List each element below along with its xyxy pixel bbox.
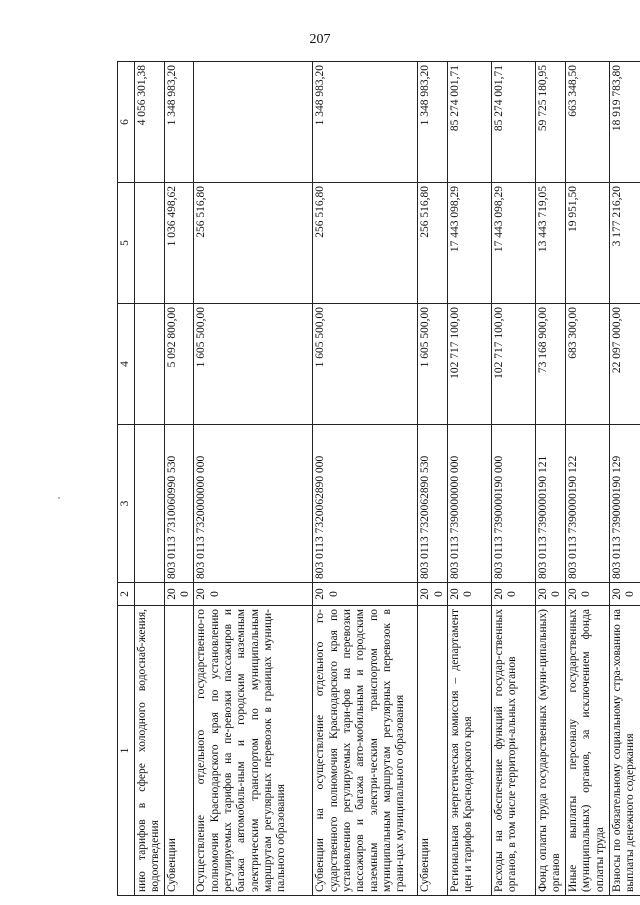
row-code-3: 803 0113 7310060990 530	[164, 425, 194, 583]
row-value-5: 256 516,80	[194, 183, 313, 304]
row-value-5: 13 443 719,05	[535, 183, 565, 304]
row-name: Региональная энергетическая комиссия – департамент цен и тарифов Краснодарского края	[447, 606, 491, 896]
row-name: нию тарифов в сфере холодного водоснаб-жения, водоотведения	[135, 606, 165, 896]
row-name: Иные выплаты персоналу государственных (муниципальных) органов, за исключением фонда оплаты труда	[565, 606, 609, 896]
row-value-4: 102 717 100,00	[491, 304, 535, 425]
row-name: Субвенции	[164, 606, 194, 896]
row-code-2: 200	[194, 583, 313, 606]
row-value-6: 4 056 301,38	[135, 62, 165, 183]
table-row	[565, 62, 609, 896]
row-code-2: 200	[313, 583, 418, 606]
row-value-6: 59 725 180,95	[535, 62, 565, 183]
row-value-6: 1 348 983,20	[418, 62, 448, 183]
row-code-2: 200	[535, 583, 565, 606]
row-code-2: 200	[447, 583, 491, 606]
row-value-6: 1 348 983,20	[313, 62, 418, 183]
row-value-6: 85 274 001,71	[447, 62, 491, 183]
row-value-6	[194, 62, 313, 183]
table-row	[164, 62, 194, 896]
table-row	[535, 62, 565, 896]
header-row	[118, 62, 135, 896]
row-value-4: 683 300,00	[565, 304, 609, 425]
row-value-5: 256 516,80	[418, 183, 448, 304]
row-name: Субвенции	[418, 606, 448, 896]
row-code-2: 200	[609, 583, 640, 606]
row-value-4: 1 605 500,00	[194, 304, 313, 425]
table-row	[491, 62, 535, 896]
row-code-2: 200	[418, 583, 448, 606]
row-value-6: 85 274 001,71	[491, 62, 535, 183]
header-cell: 3	[118, 425, 135, 583]
table-row	[447, 62, 491, 896]
row-value-6: 18 919 783,80	[609, 62, 640, 183]
row-code-3: 803 0113 7390000190 121	[535, 425, 565, 583]
page-number: 207	[309, 32, 331, 47]
row-code-2: 200	[164, 583, 194, 606]
row-code-3: 803 0113 7320062890 530	[418, 425, 448, 583]
row-value-4: 1 605 500,00	[418, 304, 448, 425]
table-row	[609, 62, 640, 896]
row-name: Расходы на обеспечение функций государ-ственных органов, в том числе территори-альных органов	[491, 606, 535, 896]
header-cell: 2	[118, 583, 135, 606]
row-code-3: 803 0113 7320000000 000	[194, 425, 313, 583]
row-code-3: 803 0113 7390000190 122	[565, 425, 609, 583]
row-code-3: 803 0113 7390000190 129	[609, 425, 640, 583]
header-cell: 4	[118, 304, 135, 425]
row-value-4: 102 717 100,00	[447, 304, 491, 425]
row-code-3: 803 0113 7390000190 000	[491, 425, 535, 583]
header-cell: 6	[118, 62, 135, 183]
row-value-5: 17 443 098,29	[447, 183, 491, 304]
row-name: Осуществление отдельного государственно-го полномочия Краснодарского края по установлению регулируемых тарифов на пе-ревозки пассажиров и багажа автомобиль-ным и городским наземным электрическим транспортом по муниципальным маршрутам регулярных перевозок в границах муници-пального образования	[194, 606, 313, 896]
row-code-3	[135, 425, 165, 583]
header-cell: 1	[118, 606, 135, 896]
row-value-6: 663 348,50	[565, 62, 609, 183]
row-value-4: 1 605 500,00	[313, 304, 418, 425]
table-row	[418, 62, 448, 896]
table-row	[194, 62, 313, 896]
row-code-2	[135, 583, 165, 606]
row-name: Фонд оплаты труда государственных (муни-ципальных) органов	[535, 606, 565, 896]
row-value-5: 256 516,80	[313, 183, 418, 304]
row-value-6: 1 348 983,20	[164, 62, 194, 183]
table-row	[135, 62, 165, 896]
row-code-2: 200	[491, 583, 535, 606]
row-value-4: 22 097 000,00	[609, 304, 640, 425]
row-value-5: 17 443 098,29	[491, 183, 535, 304]
row-code-3: 803 0113 7320062890 000	[313, 425, 418, 583]
row-value-5: 1 036 498,62	[164, 183, 194, 304]
row-name: Взносы по обязательному социальному стра-хованию на выплаты денежного содержания	[609, 606, 640, 896]
row-value-5: 3 177 216,20	[609, 183, 640, 304]
row-code-2: 200	[565, 583, 609, 606]
row-code-3: 803 0113 7390000000 000	[447, 425, 491, 583]
row-value-5	[135, 183, 165, 304]
table-row	[313, 62, 418, 896]
row-value-4: 73 168 900,00	[535, 304, 565, 425]
budget-table	[117, 61, 640, 896]
row-value-4: 5 092 800,00	[164, 304, 194, 425]
scan-speck	[58, 497, 60, 499]
rotated-table-container	[117, 62, 637, 896]
row-name: Субвенции на осуществление отдельного го-сударственного полномочия Краснодарского края по установлению регулируемых тари-фов на перевозки пассажиров и багажа авто-мобильным и городским наземным электри-ческим транспортом по муниципальным маршрутам регулярных перевозок в грани-цах муниципального образования	[313, 606, 418, 896]
row-value-5: 19 951,50	[565, 183, 609, 304]
row-value-4	[135, 304, 165, 425]
header-cell: 5	[118, 183, 135, 304]
